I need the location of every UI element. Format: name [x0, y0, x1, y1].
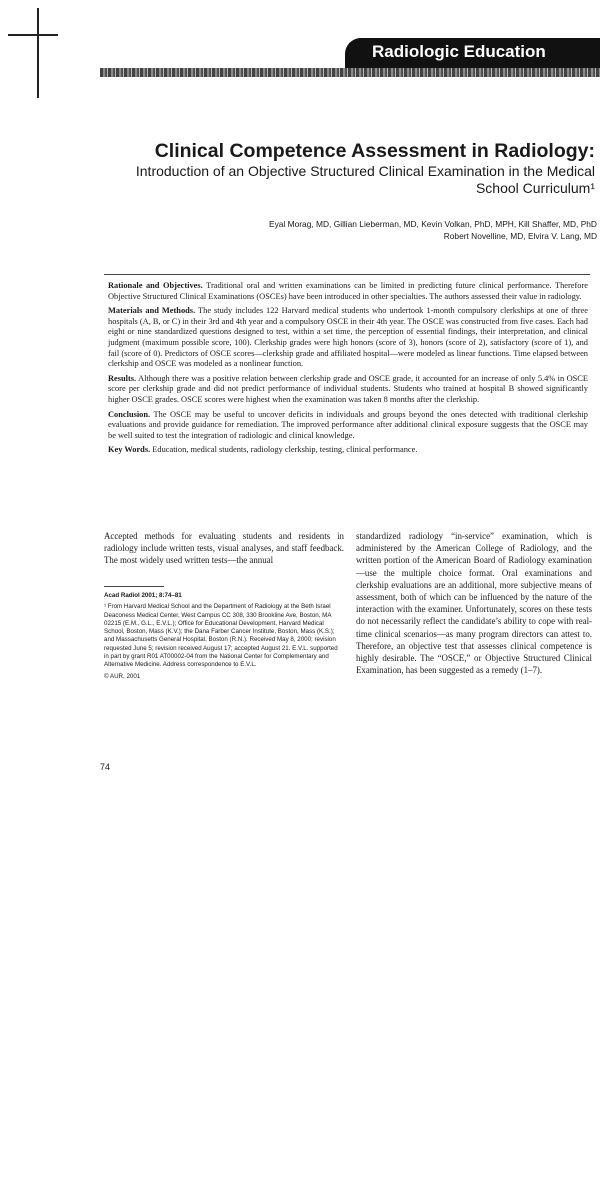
footnote-rule	[104, 586, 164, 587]
footnote-affiliation: ¹ From Harvard Medical School and the Department of Radiology at the Beth Israel Deaconess Medical Center, West Campus CC 308, 330 Brookline Ave, Boston, MA 02215 (E.M., G.L., E.V.L.); Office for Educational Development, Harvard Medical School, Boston, Mass (K.V.); the Dana Farber Cancer Institute, Boston, Mass (K.S.); and Massachusetts General Hospital, Boston (R.N.). Received May 8, 2000; revision requested June 5; revision received August 17; accepted August 21. E.V.L. supported in part by grant R01 AT00002-04 from the National Center for Complementary and Alternative Medicine. Address correspondence to E.V.L.	[104, 603, 338, 669]
rationale-label: Rationale and Objectives.	[108, 281, 203, 290]
section-title: Radiologic Education	[372, 42, 546, 61]
results-text: Although there was a positive relation between clerkship grade and OSCE grade, it accounted for an increase of only 5.4% in OSCE score per clerkship grade and did not predict performance of individual students. Students who trained at hospital B showed significantly higher OSCE grades. OSCE scores were highest when the examination was taken 8 months after the clerkship.	[108, 373, 588, 404]
article-title: Clinical Competence Assessment in Radiology:	[154, 140, 595, 162]
methods-label: Materials and Methods.	[108, 306, 196, 316]
abstract-results	[108, 374, 588, 406]
footnote-citation: Acad Radiol 2001; 8:74–81	[104, 592, 182, 599]
crop-mark-vertical	[37, 8, 39, 98]
abstract-methods	[108, 306, 588, 370]
footnote	[104, 592, 344, 684]
methods-text: The study includes 122 Harvard medical students who undertook 1-month compulsory clerkships at one of three hospitals (A, B, or C) in their 3rd and 4th year and a compulsory OSCE in their 4th year. The OSCE was constructed from five cases. Each had eight or nine standardized questions designed to test, within a set time, the perception of essential findings, their interpretation, and clinical judgment (maximum possible score, 100). Clerkship grades were high honors (score of 3), honors (score of 2), satisfactory (score of 1), and fail (score of 0). Predictors of OSCE scores—clerkship grade and affiliated hospital—were modeled as linear functions. Time elapsed between clerkship and OSCE was modeled as a nonlinear function.	[108, 306, 588, 369]
header-texture-band	[100, 68, 600, 77]
abstract-rule	[104, 274, 590, 275]
article-subtitle: Introduction of an Objective Structured Clinical Examination in the Medical School Curriculum¹	[135, 163, 595, 196]
page-number: 74	[100, 762, 111, 772]
conclusion-text: The OSCE may be useful to uncover deficits in individuals and groups beyond the ones detected with traditional clerkship evaluations and provide guidance for remediation. The improved performance after additional clinical exposure suggests that the OSCE may be well suited to test the integration of radiologic and clinical knowledge.	[108, 409, 588, 440]
author-list	[120, 218, 597, 242]
conclusion-label: Conclusion.	[108, 409, 151, 419]
abstract	[108, 281, 588, 460]
body-column-right: standardized radiology “in-service” examination, which is administered by the American College of Radiology, and the written portion of the American Board of Radiology examination—use the multiple choice format. Oral examinations and clerkship evaluations are an additional, more subjective means of assessment, both of which can be influenced by the nature of the interaction with the examiner. Unfortunately, scores on these tests do not necessarily reflect the candidate’s ability to cope with real-time clinical scenarios—as many program directors can attest to. Therefore, an objective test that assesses clinical competence is highly desirable. The “OSCE,” or Objective Structured Clinical Examination, has been suggested as a remedy (1–7).	[356, 531, 592, 676]
authors-line-2: Robert Novelline, MD, Elvira V. Lang, MD	[443, 231, 597, 241]
results-label: Results.	[108, 373, 137, 383]
body-column-left: Accepted methods for evaluating students and residents in radiology include written tests, visual analyses, and staff feedback. The most widely used written tests—the annual	[104, 531, 344, 566]
abstract-conclusion	[108, 410, 588, 442]
authors-line-1: Eyal Morag, MD, Gillian Lieberman, MD, Kevin Volkan, PhD, MPH, Kill Shaffer, MD, PhD	[269, 219, 597, 229]
keywords-label: Key Words.	[108, 445, 151, 455]
keywords-text: Education, medical students, radiology clerkship, testing, clinical performance.	[152, 445, 418, 455]
crop-mark-horizontal	[8, 34, 58, 36]
abstract-keywords	[108, 445, 588, 456]
footnote-copyright: © AUR, 2001	[104, 672, 141, 680]
abstract-rationale	[108, 281, 588, 302]
rationale-text: Traditional oral and written examinations can be limited in predicting future clinical performance. Therefore Objective Structured Clinical Examinations (OSCEs) have been introduced in other specialties. The authors assessed their value in radiology.	[108, 281, 588, 301]
